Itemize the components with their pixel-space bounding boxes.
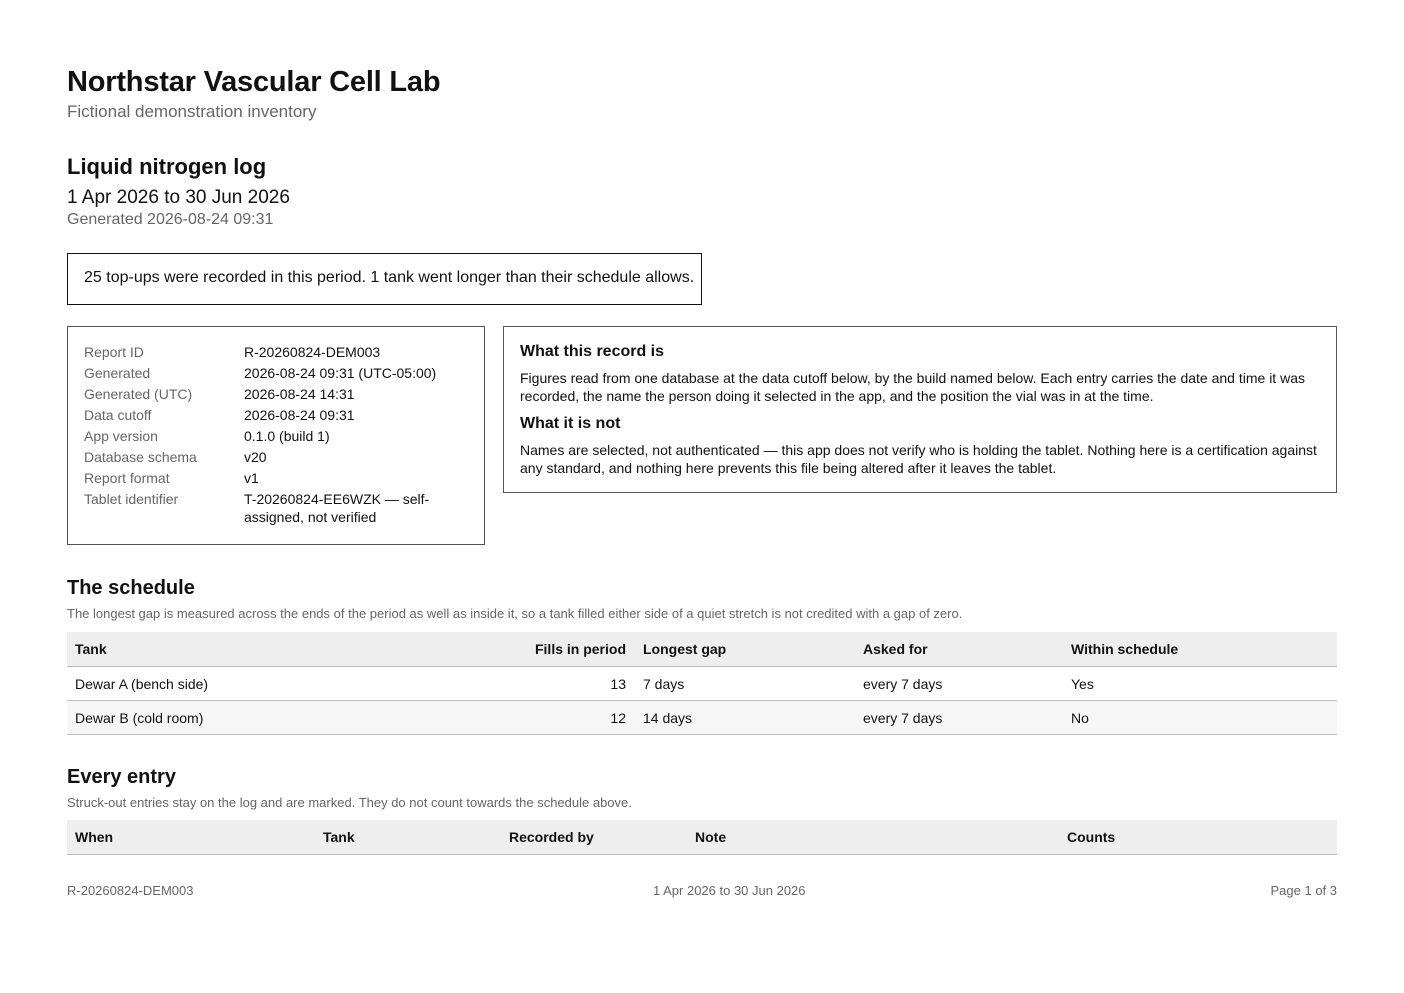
- summary-box: 25 top-ups were recorded in this period. 1 tank went longer than their schedule allows.: [67, 253, 702, 305]
- about-is-text: Figures read from one database at the data cutoff below, by the build named below. Each entry carries the date and time it was recorded, the name the person doing it selected in the app, and the position the vial was in at the time.: [520, 370, 1305, 404]
- meta-row-database-schema: [84, 448, 468, 466]
- column-header-asked-for: Asked for: [855, 632, 1063, 667]
- meta-row-generated: [84, 364, 468, 382]
- footer-report-id: R-20260824-DEM003: [67, 883, 194, 898]
- schedule-note: The longest gap is measured across the ends of the period as well as inside it, so a tank filled either side of a quiet stretch is not credited with a gap of zero.: [67, 606, 963, 621]
- meta-row-report-format: [84, 469, 468, 487]
- schedule-title: The schedule: [67, 577, 195, 599]
- meta-row-data-cutoff: [84, 406, 468, 424]
- org-subtitle: Fictional demonstration inventory: [67, 102, 317, 121]
- meta-key: Generated: [84, 365, 151, 381]
- meta-value: 2026-08-24 09:31: [244, 407, 355, 423]
- cell-fills: 12: [367, 701, 635, 735]
- column-header-tank: Tank: [67, 632, 367, 667]
- generated-line: Generated 2026-08-24 09:31: [67, 211, 274, 228]
- cell-asked-for: every 7 days: [855, 701, 1063, 735]
- cell-fills: 13: [367, 667, 635, 701]
- meta-row-app-version: [84, 427, 468, 445]
- column-header-longest-gap: Longest gap: [635, 632, 855, 667]
- cell-asked-for: every 7 days: [855, 667, 1063, 701]
- meta-value: T-20260824-EE6WZK — self-assigned, not verified: [244, 491, 430, 525]
- report-period: 1 Apr 2026 to 30 Jun 2026: [67, 187, 290, 208]
- table-row: [67, 701, 1337, 735]
- meta-value: 2026-08-24 09:31 (UTC-05:00): [244, 365, 437, 381]
- cell-tank: Dewar B (cold room): [67, 701, 367, 735]
- cell-longest-gap: 7 days: [635, 667, 855, 701]
- metadata-box: [67, 326, 485, 545]
- footer-period: 1 Apr 2026 to 30 Jun 2026: [653, 883, 806, 898]
- meta-key: Tablet identifier: [84, 491, 179, 507]
- meta-value: v1: [244, 470, 259, 486]
- meta-key: Report ID: [84, 344, 144, 360]
- report-title: Liquid nitrogen log: [67, 154, 267, 179]
- meta-key: Data cutoff: [84, 407, 152, 423]
- cell-tank: Dewar A (bench side): [67, 667, 367, 701]
- cell-within-schedule: Yes: [1063, 667, 1337, 701]
- meta-value: 0.1.0 (build 1): [244, 428, 330, 444]
- meta-key: Report format: [84, 470, 170, 486]
- org-name: Northstar Vascular Cell Lab: [67, 66, 441, 98]
- meta-value: R-20260824-DEM003: [244, 344, 381, 360]
- entries-title: Every entry: [67, 766, 176, 788]
- entries-table: [67, 820, 1337, 855]
- meta-row-generated-utc: [84, 385, 468, 403]
- column-header-fills: Fills in period: [367, 632, 635, 667]
- column-header-counts: Counts: [1059, 820, 1337, 855]
- entries-note: Struck-out entries stay on the log and are marked. They do not count towards the schedule above.: [67, 795, 632, 810]
- meta-value: 2026-08-24 14:31: [244, 386, 355, 402]
- about-record-box: [503, 326, 1337, 493]
- meta-key: Generated (UTC): [84, 386, 193, 402]
- column-header-note: Note: [687, 820, 1059, 855]
- footer-page-number: Page 1 of 3: [1270, 883, 1337, 898]
- meta-row-tablet-identifier: [84, 490, 468, 526]
- column-header-tank: Tank: [315, 820, 501, 855]
- meta-value: v20: [244, 449, 267, 465]
- cell-within-schedule: No: [1063, 701, 1337, 735]
- meta-row-report-id: [84, 343, 468, 361]
- table-row: [67, 667, 1337, 701]
- column-header-recorded-by: Recorded by: [501, 820, 687, 855]
- meta-key: Database schema: [84, 449, 197, 465]
- about-is-heading: What this record is: [520, 343, 665, 360]
- about-not-heading: What it is not: [520, 415, 621, 432]
- column-header-within-schedule: Within schedule: [1063, 632, 1337, 667]
- about-not-text: Names are selected, not authenticated — this app does not verify who is holding the tablet. Nothing here is a certification against any standard, and nothing here prevents this file being altered after it leaves the tablet.: [520, 442, 1317, 476]
- schedule-table: [67, 632, 1337, 735]
- column-header-when: When: [67, 820, 315, 855]
- cell-longest-gap: 14 days: [635, 701, 855, 735]
- schedule-header-row: [67, 632, 1337, 667]
- entries-header-row: [67, 820, 1337, 855]
- meta-key: App version: [84, 428, 158, 444]
